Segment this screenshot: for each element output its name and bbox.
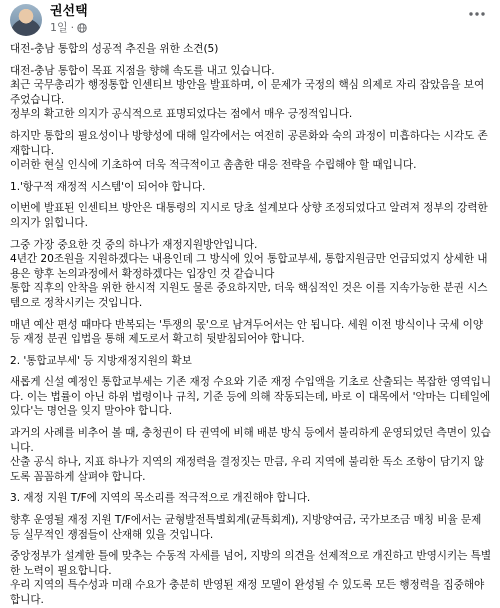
paragraph: 향후 운영될 재정 지원 T/F에서는 균형발전특별회계(균특회계), 지방양여금, 국가보조금 매칭 비율 문제 등 실무적인 쟁점들이 산재해 있을 것입니다. [10, 514, 482, 541]
paragraph: 산출 공식 하나, 지표 하나가 지역의 재정력을 결정짓는 만큼, 우리 지역에 불리한 독소 조항이 담기지 않도록 꼼꼼하게 살펴야 합니다. [10, 456, 484, 483]
globe-icon [77, 23, 87, 33]
paragraph: 최근 국무총리가 행정통합 인센티브 방안을 발표하며, 이 문제가 국정의 핵심 의제로 자리 잡았음을 보여주었습니다. [10, 79, 485, 106]
post-title: 대전-충남 통합의 성공적 추진을 위한 소견(5) [10, 43, 219, 55]
paragraph: 정부의 확고한 의지가 공식적으로 표명되었다는 점에서 매우 긍정적입니다. [10, 108, 353, 121]
paragraph: 새롭게 신설 예정인 통합교부세는 기존 재정 수요와 기준 재정 수입액을 기초로 산출되는 복잡한 영역입니다. 이는 법률이 아닌 하위 법령이나 규칙, 기준 등에 의해 작동되는데, 바로 이 대목에서 '악마는 디테일에 있다'는 명언을 잊지 말아야 합니다. [10, 376, 492, 418]
paragraph: 4년간 20조원을 지원하겠다는 내용인데 그 방식에 있어 통합교부세, 통합지원금만 언급되었지 상세한 내용은 향후 논의과정에서 확정하겠다는 입장인 것 같습니다 [10, 253, 488, 280]
separator: · [70, 21, 75, 34]
avatar[interactable] [10, 4, 42, 36]
paragraph: 하지만 통합의 필요성이나 방향성에 대해 일각에서는 여전히 공론화와 숙의 과정이 미흡하다는 시각도 존재합니다. [10, 129, 488, 157]
paragraph: 우리 지역의 특수성과 미래 수요가 충분히 반영된 재정 모델이 완성될 수 있도록 모든 행정력을 집중해야 합니다. [10, 579, 485, 606]
author-name[interactable]: 권선택 [50, 4, 88, 19]
paragraph: 매년 예산 편성 때마다 반복되는 '투쟁의 몫'으로 남겨두어서는 안 됩니다. 세원 이전 방식이나 국세 이양 등 재정 분권 입법을 통해 제도로서 확고히 뒷받침되어야 합니다. [10, 318, 484, 346]
paragraph: 이번에 발표된 인센티브 방안은 대통령의 지시로 당초 설계보다 상향 조정되었다고 알려져 정부의 강력한 의지가 읽힙니다. [10, 202, 488, 229]
paragraph: 과거의 사례를 비추어 볼 때, 충청권이 타 권역에 비해 배분 방식 등에서 불리하게 운영되었던 측면이 있습니다. [10, 427, 491, 454]
section-1-title: 1.'항구적 재정적 시스템'이 되어야 합니다. [10, 180, 206, 193]
paragraph: 그중 가장 중요한 것 중의 하나가 재정지원방안입니다. [10, 238, 258, 251]
post-subline [50, 21, 88, 35]
more-options-icon[interactable] [466, 6, 488, 22]
paragraph: 대전-충남 통합이 목표 지점을 향해 속도를 내고 있습니다. [10, 64, 275, 77]
section-2-title: 2. '통합교부세' 등 지방재정지원의 확보 [10, 354, 192, 367]
paragraph: 통합 직후의 안착을 위한 한시적 지원도 물론 중요하지만, 더욱 핵심적인 것은 이를 지속가능한 분권 시스템으로 정착시키는 것입니다. [10, 282, 488, 309]
post-body [10, 42, 492, 608]
paragraph: 이러한 현실 인식에 기초하여 더욱 적극적이고 촘촘한 대응 전략을 수립해야 할 때입니다. [10, 159, 417, 172]
paragraph: 중앙정부가 설계한 틀에 맞추는 수동적 자세를 넘어, 지방의 의견을 선제적으로 개진하고 반영시키는 특별한 노력이 필요합니다. [10, 550, 492, 577]
section-3-title: 3. 재정 지원 T/F에 지역의 목소리를 적극적으로 개진해야 합니다. [10, 492, 311, 505]
post-header [10, 0, 492, 42]
post-meta [50, 4, 88, 35]
post-time[interactable]: 1일 [50, 21, 68, 34]
